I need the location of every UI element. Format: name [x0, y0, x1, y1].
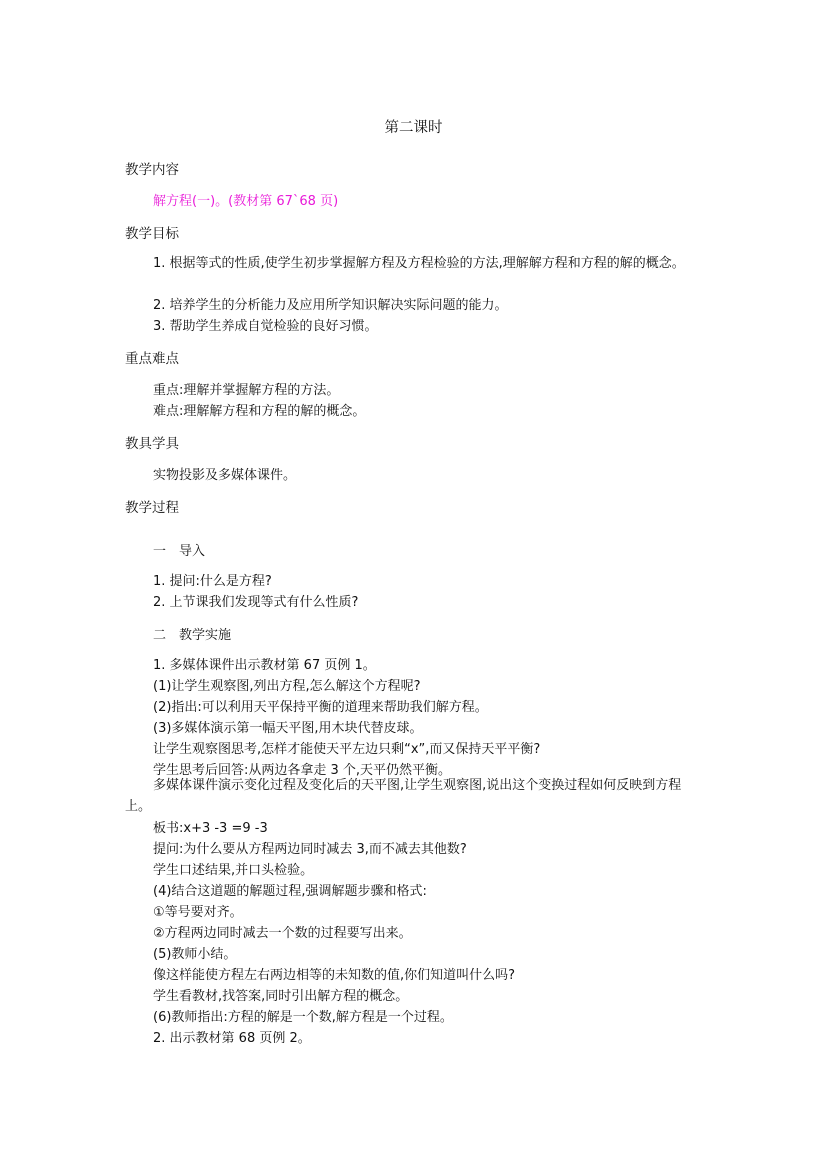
process-line: 学生口述结果,并口头检验。: [153, 863, 314, 878]
page-title: 第二课时: [384, 120, 443, 136]
process-line: 学生思考后回答:从两边各拿走 3 个,天平仍然平衡。: [153, 763, 452, 778]
process-line: 2. 出示教材第 68 页例 2。: [153, 1031, 311, 1046]
heading-teaching-tools: 教具学具: [125, 436, 179, 452]
process-line: 学生看教材,找答案,同时引出解方程的概念。: [153, 989, 409, 1004]
process-line: ①等号要对齐。: [153, 905, 243, 920]
process-line: (1)让学生观察图,列出方程,怎么解这个方程呢?: [153, 679, 421, 694]
heading-teaching-content: 教学内容: [125, 162, 179, 178]
process-line: 像这样能使方程左右两边相等的未知数的值,你们知道叫什么吗?: [153, 968, 516, 983]
process-line: (5)教师小结。: [153, 947, 237, 962]
process-line: (4)结合这道题的解题过程,强调解题步骤和格式:: [153, 884, 427, 899]
process-line: (6)教师指出:方程的解是一个数,解方程是一个过程。: [153, 1010, 453, 1025]
heading-key-points: 重点难点: [125, 351, 179, 367]
goal-item: 1. 根据等式的性质,使学生初步掌握解方程及方程检验的方法,理解解方程和方程的解的概念。: [153, 256, 685, 271]
process-line: 让学生观察图思考,怎样才能使天平左边只剩“x”,而又保持天平平衡?: [153, 742, 541, 757]
process-line: 多媒体课件演示变化过程及变化后的天平图,让学生观察图,说出这个变换过程如何反映到方程上。: [125, 778, 682, 814]
key-point-item: 重点:理解并掌握解方程的方法。: [153, 383, 340, 398]
process-line: (3)多媒体演示第一幅天平图,用木块代替皮球。: [153, 721, 423, 736]
teaching-content-text: 解方程(一)。(教材第 67`68 页): [153, 194, 339, 209]
process-line: (2)指出:可以利用天平保持平衡的道理来帮助我们解方程。: [153, 700, 488, 715]
teaching-tools-text: 实物投影及多媒体课件。: [153, 468, 297, 483]
goal-item: 3. 帮助学生养成自觉检验的良好习惯。: [153, 319, 378, 334]
part1-item: 2. 上节课我们发现等式有什么性质?: [153, 595, 359, 610]
part1-heading: 一 导入: [153, 544, 206, 559]
board-writing: 板书:x+3 -3 =9 -3: [153, 821, 268, 836]
part2-heading: 二 教学实施: [153, 628, 232, 643]
process-line: 提问:为什么要从方程两边同时减去 3,而不减去其他数?: [153, 842, 467, 857]
process-line: 1. 多媒体课件出示教材第 67 页例 1。: [153, 658, 376, 673]
key-point-item: 难点:理解解方程和方程的解的概念。: [153, 404, 366, 419]
process-line: ②方程两边同时减去一个数的过程要写出来。: [153, 926, 412, 941]
part1-item: 1. 提问:什么是方程?: [153, 574, 272, 589]
heading-teaching-goals: 教学目标: [125, 226, 179, 242]
goal-item: 2. 培养学生的分析能力及应用所学知识解决实际问题的能力。: [153, 298, 508, 313]
heading-teaching-process: 教学过程: [125, 500, 179, 516]
